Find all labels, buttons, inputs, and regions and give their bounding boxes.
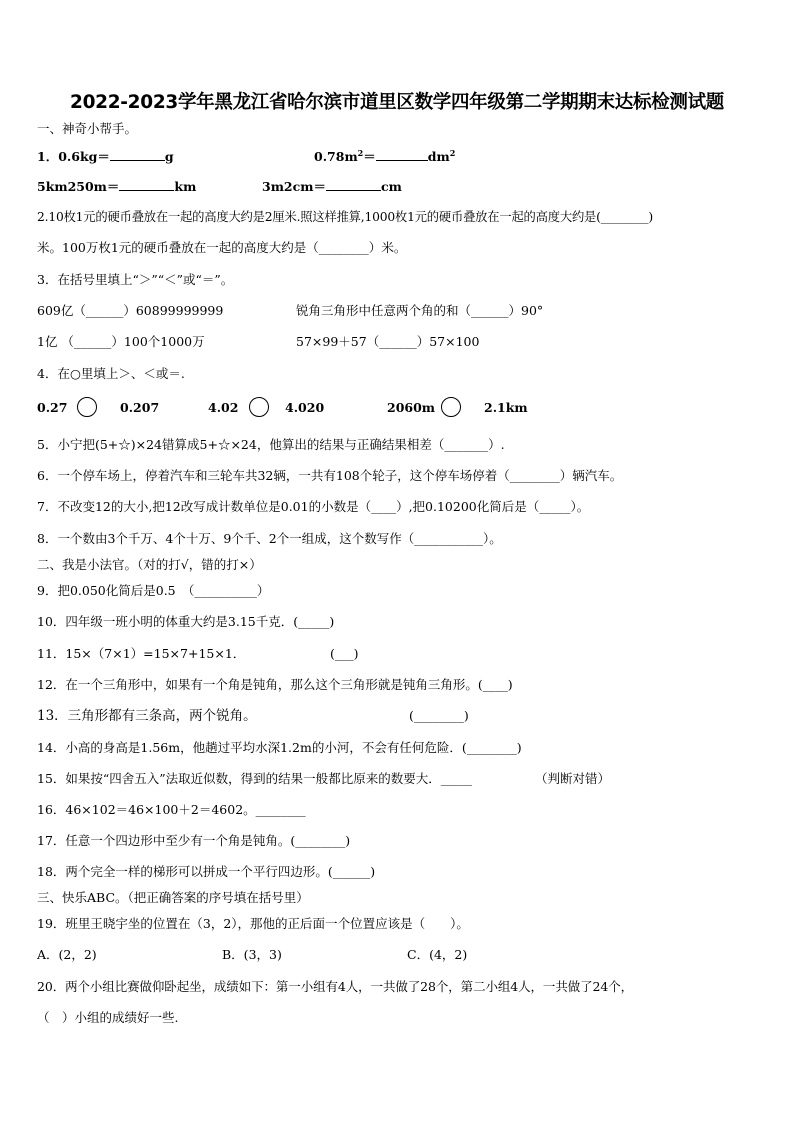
q15-judge: （判断对错）: [535, 771, 611, 786]
q1-d-post: cm: [380, 179, 402, 194]
q9: 9．把0.050化简后是0.5 （__________）: [37, 583, 270, 598]
q1-a: [37, 148, 174, 165]
q1-b-mid: ＝: [363, 149, 376, 164]
q13-text: 13．三角形都有三条高，两个锐角。: [37, 708, 257, 724]
q4-b-compare-circle[interactable]: [249, 397, 269, 417]
q1-a-pre: 1．0.6kg＝: [37, 149, 110, 164]
q1-b-pre: 0.78m: [314, 149, 358, 164]
q1-a-blank: [110, 148, 165, 161]
q1-d: [262, 178, 402, 195]
q1-c: [37, 178, 196, 195]
q4-c-right: 2.1km: [484, 400, 528, 415]
q1-b-blank: [376, 148, 428, 161]
section-2-heading: 二、我是小法官。（对的打√，错的打×）: [37, 557, 262, 572]
q2-line2: 米。100万枚1元的硬币叠放在一起的高度大约是（________）米。: [37, 240, 407, 255]
q13-blank: (________): [409, 708, 469, 723]
q4-a-right: 0.207: [120, 400, 160, 415]
q4-b-left: 4.02: [208, 400, 239, 415]
q3-a: 609亿（______）60899999999: [37, 303, 224, 318]
q3-d: 57×99＋57（______）57×100: [296, 334, 480, 349]
q19-text: 19．班里王晓宇坐的位置在（3，2），那他的正后面一个位置应该是（ ）。: [37, 916, 469, 931]
q1-c-post: km: [174, 179, 197, 194]
q8: 8．一个数由3个千万、4个十万、9个千、2个一组成，这个数写作（___________）。: [37, 531, 502, 546]
q6: 6．一个停车场上，停着汽车和三轮车共32辆，一共有108个轮子，这个停车场停着（________）辆汽车。: [37, 468, 623, 483]
q17: 17．任意一个四边形中至少有一个角是钝角。(________): [37, 833, 351, 848]
q3-c: 1亿 （______）100个1000万: [37, 334, 205, 349]
q1-b-exp2: 2: [449, 148, 456, 158]
page-title: 2022-2023学年黑龙江省哈尔滨市道里区数学四年级第二学期期末达标检测试题: [70, 92, 724, 113]
q14: 14．小高的身高是1.56m，他趟过平均水深1.2m的小河，不会有任何危险．(________): [37, 740, 522, 755]
q1-c-pre: 5km250m＝: [37, 179, 120, 194]
q1-c-blank: [119, 178, 174, 191]
q18: 18．两个完全一样的梯形可以拼成一个平行四边形。(______): [37, 864, 376, 879]
q5: 5．小宁把(5+☆)×24错算成5+☆×24，他算出的结果与正确结果相差（_______）.: [37, 437, 505, 452]
q4-a-compare-circle[interactable]: [77, 397, 97, 417]
q10: 10．四年级一班小明的体重大约是3.15千克．(_____): [37, 614, 335, 629]
q20-line2: （ ）小组的成绩好一些.: [37, 1010, 179, 1025]
q1-b-post: dm: [427, 149, 450, 164]
q4-text: 4．在○里填上＞、＜或＝.: [37, 366, 185, 381]
q3-b: 锐角三角形中任意两个角的和（______）90°: [296, 303, 544, 318]
q1-a-post: g: [164, 149, 174, 164]
q12: 12．在一个三角形中，如果有一个角是钝角，那么这个三角形就是钝角三角形。(____): [37, 677, 513, 692]
q20-line1: 20．两个小组比赛做仰卧起坐，成绩如下：第一小组有4人，一共做了28个，第二小组4人，一共做了24个，: [37, 979, 634, 994]
q3-text: 3．在括号里填上“＞”“＜”或“＝”。: [37, 272, 234, 287]
q7: 7．不改变12的大小,把12改写成计数单位是0.01的小数是（____）,把0.10200化简后是（_____）。: [37, 499, 590, 514]
q19-option-b: B．(3，3): [222, 947, 282, 962]
q11-blank: (___): [330, 646, 359, 661]
q11-text: 11．15×（7×1）=15×7+15×1．: [37, 646, 246, 661]
section-1-heading: 一、神奇小帮手。: [37, 121, 138, 136]
q4-c-left: 2060m: [387, 400, 436, 415]
q1-d-pre: 3m2cm＝: [262, 179, 326, 194]
q1-d-blank: [326, 178, 381, 191]
q2-line1: 2.10枚1元的硬币叠放在一起的高度大约是2厘米.照这样推算,1000枚1元的硬币叠放在一起的高度大约是(________): [37, 210, 653, 224]
q16: 16．46×102＝46×100＋2＝4602。________: [37, 802, 306, 817]
section-3-heading: 三、快乐ABC。（把正确答案的序号填在括号里）: [37, 890, 309, 905]
q4-c-compare-circle[interactable]: [441, 397, 461, 417]
q15-text: 15．如果按“四舍五入”法取近似数，得到的结果一般都比原来的数要大．_____: [37, 771, 472, 786]
q4-a-left: 0.27: [37, 400, 68, 415]
q4-b-right: 4.020: [285, 400, 325, 415]
q1-b: [314, 148, 455, 165]
q19-option-a: A．(2，2): [37, 947, 97, 962]
q1-b-exp: 2: [357, 148, 364, 158]
q19-option-c: C．(4，2): [407, 947, 468, 962]
